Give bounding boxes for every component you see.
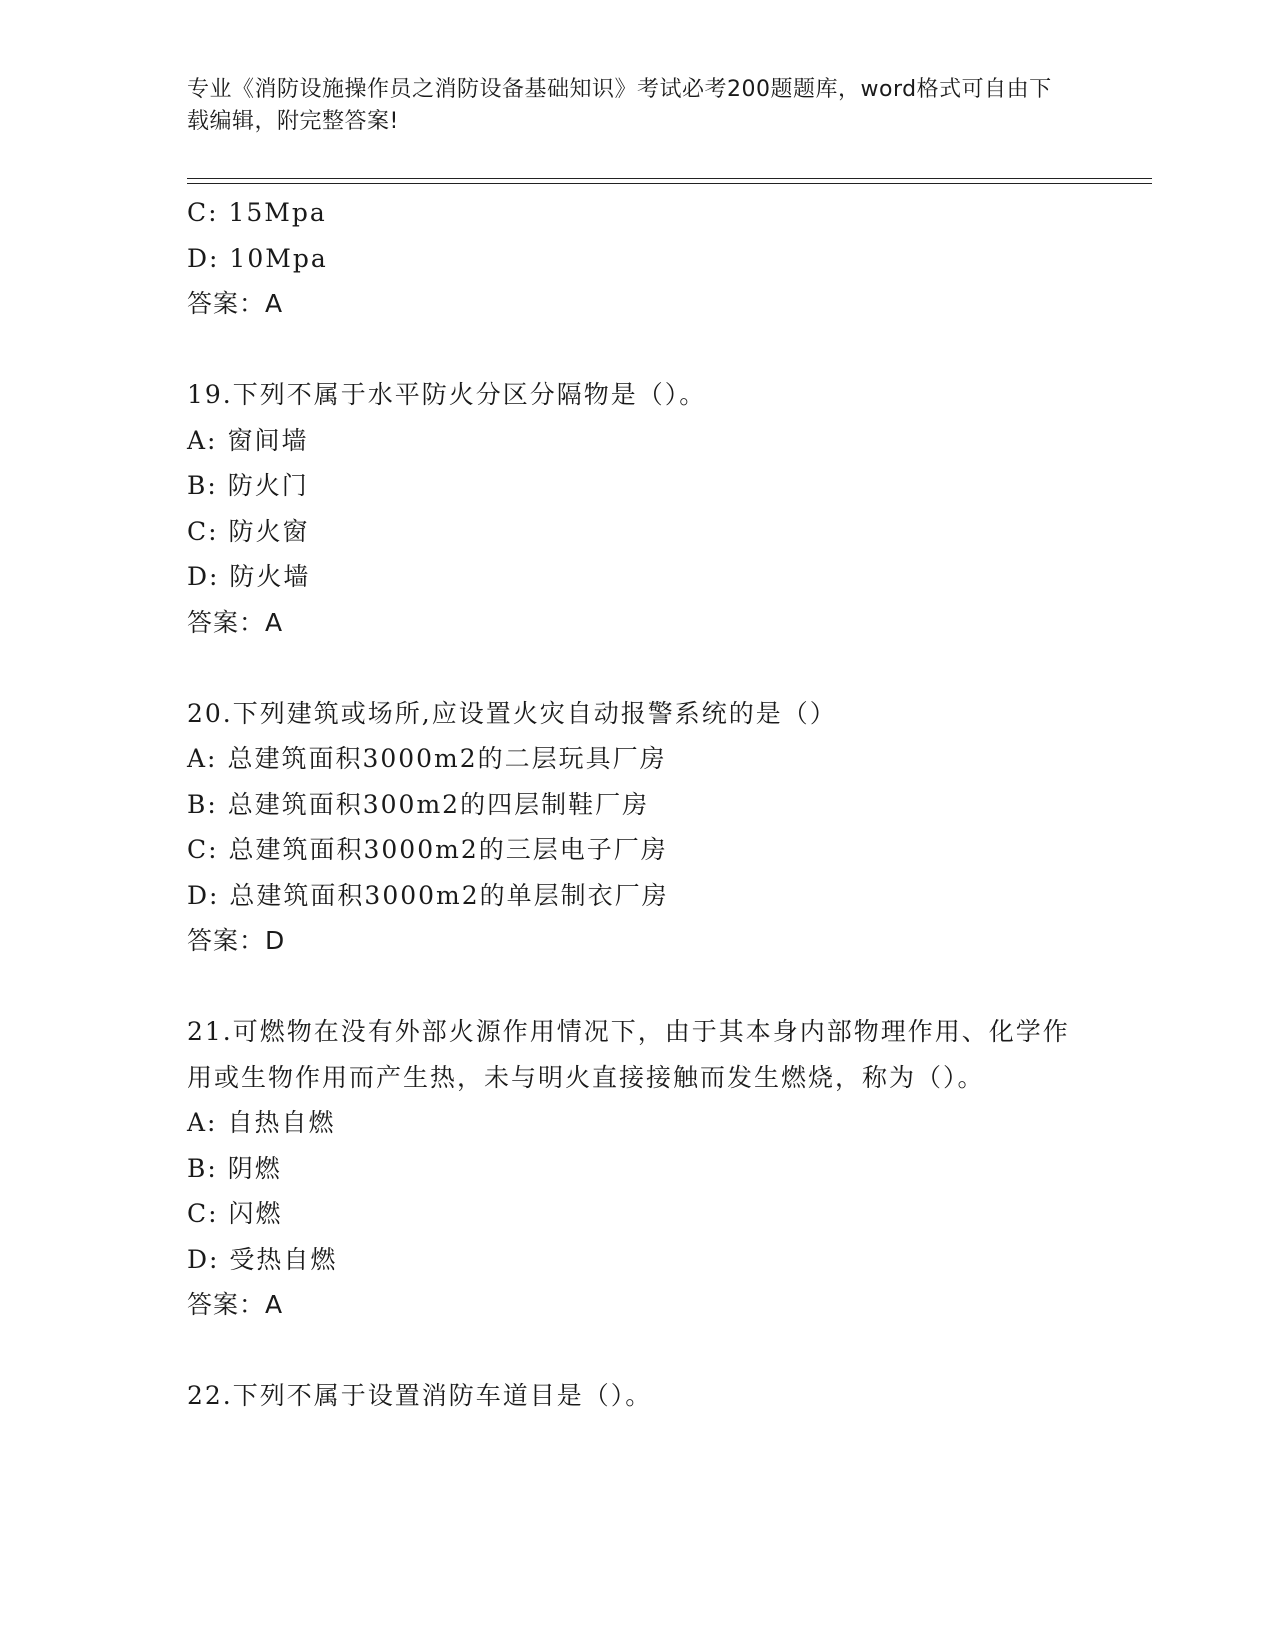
option-c (187, 827, 1087, 873)
header-rule-bottom (187, 183, 1152, 184)
option-text: 总建筑面积3000m2的三层电子厂房 (228, 835, 668, 864)
document-title: 专业《消防设施操作员之消防设备基础知识》考试必考200题题库，word格式可自由下载编辑，附完整答案! (187, 77, 1052, 134)
option-c (187, 509, 1087, 555)
option-a (187, 1100, 1087, 1146)
question-21 (187, 1009, 1087, 1328)
option-text: 窗间墙 (227, 425, 309, 455)
spacer (187, 327, 1087, 373)
option-label: C: (187, 1199, 229, 1228)
option-label: D: (187, 880, 230, 910)
option-label: C: (187, 835, 229, 864)
question-19 (187, 372, 1087, 645)
option-text: 15Mpa (228, 198, 327, 227)
option-text: 自热自燃 (227, 1108, 336, 1137)
option-text: 10Mpa (229, 243, 328, 273)
option-label: A: (187, 1108, 228, 1137)
option-text: 总建筑面积3000m2的二层玩具厂房 (227, 744, 667, 773)
answer-line: 答案：A (187, 289, 284, 318)
option-label: D: (187, 243, 230, 273)
option-b (187, 1146, 1087, 1192)
option-c (187, 190, 1087, 236)
option-label: B: (187, 471, 228, 500)
option-label: B: (187, 789, 228, 819)
option-text: 总建筑面积300m2的四层制鞋厂房 (227, 789, 650, 819)
spacer (187, 645, 1087, 691)
option-label: A: (187, 425, 228, 455)
option-label: D: (187, 562, 230, 591)
option-c (187, 1191, 1087, 1237)
option-label: C: (187, 516, 229, 546)
question-list (187, 190, 1087, 1419)
option-d (187, 1237, 1087, 1283)
option-text: 阴燃 (227, 1153, 282, 1183)
answer-line: 答案：D (187, 926, 286, 955)
option-b (187, 782, 1087, 828)
option-label: A: (187, 744, 228, 773)
question-20 (187, 691, 1087, 964)
question-stem: 22.下列不属于设置消防车道目是（）。 (187, 1381, 653, 1410)
option-a (187, 418, 1087, 464)
answer-line: 答案：A (187, 1290, 284, 1319)
option-d (187, 554, 1087, 600)
option-text: 总建筑面积3000m2的单层制衣厂房 (229, 880, 669, 910)
question-stem: 21.可燃物在没有外部火源作用情况下，由于其本身内部物理作用、化学作用或生物作用而产生热，未与明火直接接触而发生燃烧，称为（）。 (187, 1017, 1070, 1092)
header-rule-top (187, 178, 1152, 179)
option-label: C: (187, 198, 229, 227)
option-text: 防火窗 (228, 516, 310, 546)
option-text: 闪燃 (228, 1199, 283, 1228)
option-a (187, 736, 1087, 782)
question-22 (187, 1373, 1087, 1419)
option-text: 防火墙 (229, 562, 311, 591)
option-text: 受热自燃 (229, 1244, 338, 1274)
page-header (187, 74, 1067, 138)
answer-line: 答案：A (187, 607, 284, 637)
option-text: 防火门 (227, 471, 309, 500)
option-label: B: (187, 1153, 228, 1183)
option-label: D: (187, 1244, 230, 1274)
option-d (187, 873, 1087, 919)
question-stem: 20.下列建筑或场所,应设置火灾自动报警系统的是（） (187, 698, 837, 728)
option-d (187, 236, 1087, 282)
option-b (187, 463, 1087, 509)
question-fragment (187, 190, 1087, 327)
spacer (187, 1328, 1087, 1374)
question-stem: 19.下列不属于水平防火分区分隔物是（）。 (187, 380, 707, 409)
spacer (187, 964, 1087, 1010)
